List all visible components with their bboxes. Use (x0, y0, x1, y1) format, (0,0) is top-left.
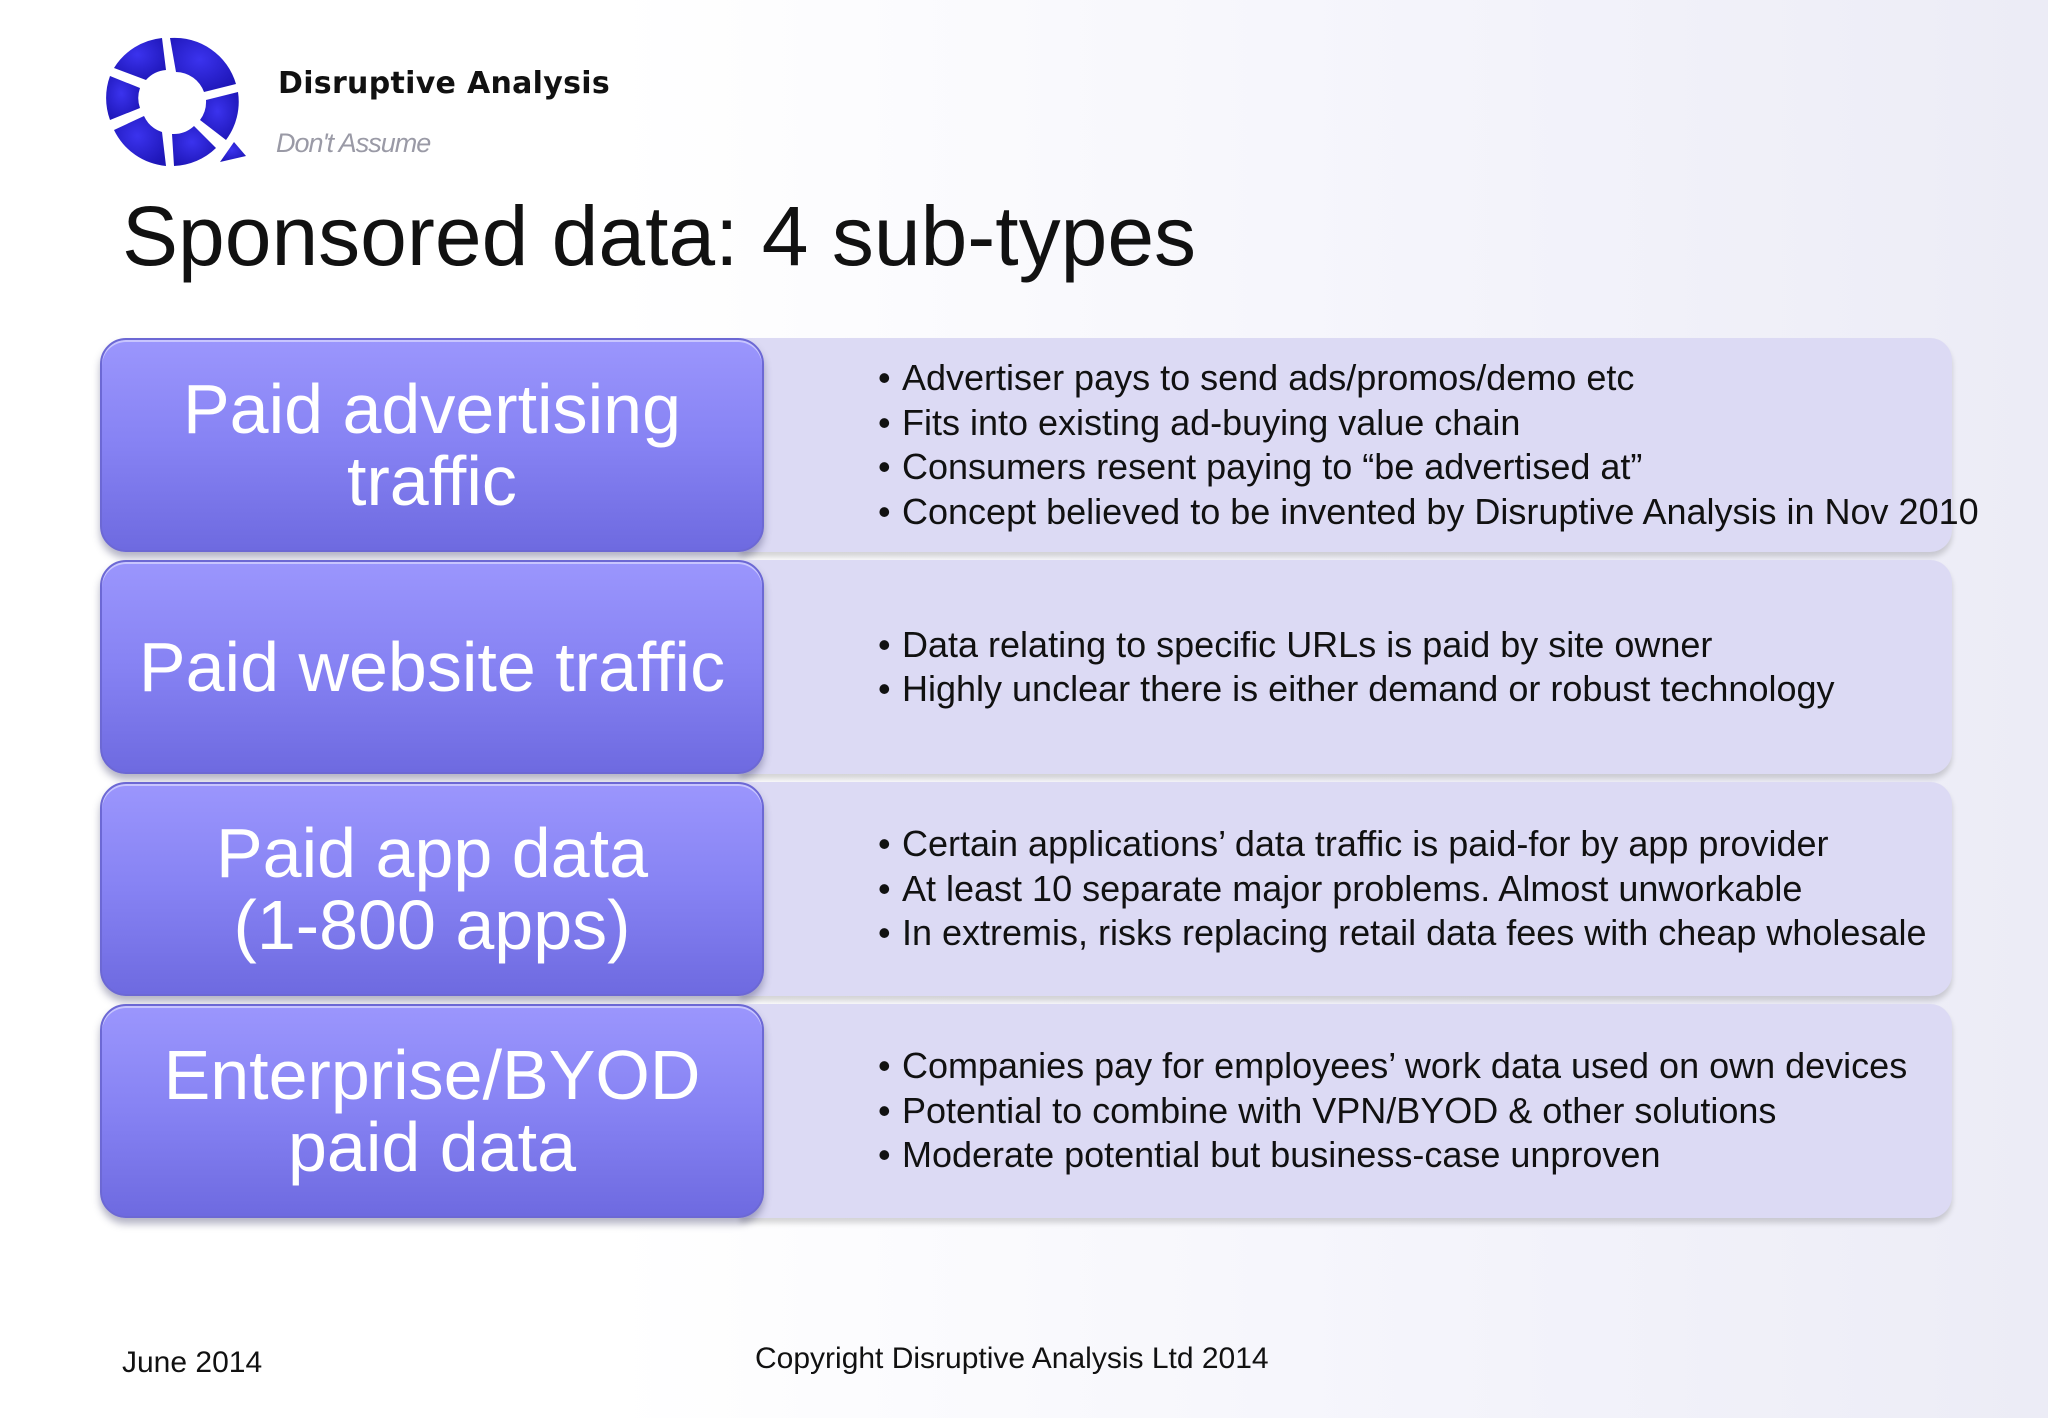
sub-type-detail-panel (740, 338, 1979, 552)
bullet-item: • Moderate potential but business-case unproven (878, 1133, 1907, 1178)
bullet-item: • Fits into existing ad-buying value chain (878, 401, 1979, 446)
bullet-item: • Concept believed to be invented by Disruptive Analysis in Nov 2010 (878, 490, 1979, 535)
sub-type-label: Enterprise/BYOD paid data (163, 1036, 701, 1186)
bullet-item: • Certain applications’ data traffic is paid-for by app provider (878, 822, 1927, 867)
sub-type-row (100, 560, 1952, 774)
sub-type-label-box (100, 338, 764, 552)
footer-copyright: Copyright Disruptive Analysis Ltd 2014 (755, 1342, 1269, 1375)
sub-type-row (100, 338, 1979, 552)
bullet-list (878, 1044, 1907, 1178)
segmented-ring-logo-icon (96, 32, 256, 172)
bullet-list (878, 356, 1979, 534)
bullet-item: • In extremis, risks replacing retail data fees with cheap wholesale (878, 911, 1927, 956)
bullet-list (878, 822, 1927, 956)
footer-date: June 2014 (122, 1346, 263, 1379)
bullet-item: • Data relating to specific URLs is paid by site owner (878, 623, 1835, 668)
sub-type-label-box (100, 560, 764, 774)
bullet-item (878, 445, 1979, 490)
bullet-list (878, 623, 1835, 712)
bullet-item: • Potential to combine with VPN/BYOD & other solutions (878, 1089, 1907, 1134)
slide-title: Sponsored data: 4 sub-types (122, 189, 1197, 283)
sub-type-detail-panel (740, 560, 1952, 774)
sub-type-detail-panel (740, 782, 1952, 996)
sub-type-label-box (100, 1004, 764, 1218)
sub-type-label: Paid advertising traffic (182, 370, 682, 520)
bullet-item: • Highly unclear there is either demand or robust technology (878, 667, 1835, 712)
sub-type-row (100, 1004, 1952, 1218)
sub-type-row (100, 782, 1952, 996)
sub-type-label: Paid website traffic (138, 628, 726, 706)
bullet-item: • Advertiser pays to send ads/promos/demo etc (878, 356, 1979, 401)
brand-tagline: Don't Assume (276, 128, 431, 158)
sub-type-label: Paid app data (1-800 apps) (215, 814, 649, 964)
sub-type-label-box (100, 782, 764, 996)
brand-name: Disruptive Analysis (278, 66, 610, 101)
bullet-item: • Companies pay for employees’ work data used on own devices (878, 1044, 1907, 1089)
sub-type-detail-panel (740, 1004, 1952, 1218)
bullet-text: Consumers resent paying to “be advertised at” (902, 446, 1643, 487)
bullet-item: • At least 10 separate major problems. Almost unworkable (878, 867, 1927, 912)
disruptive-analysis-logo-icon (96, 32, 256, 172)
